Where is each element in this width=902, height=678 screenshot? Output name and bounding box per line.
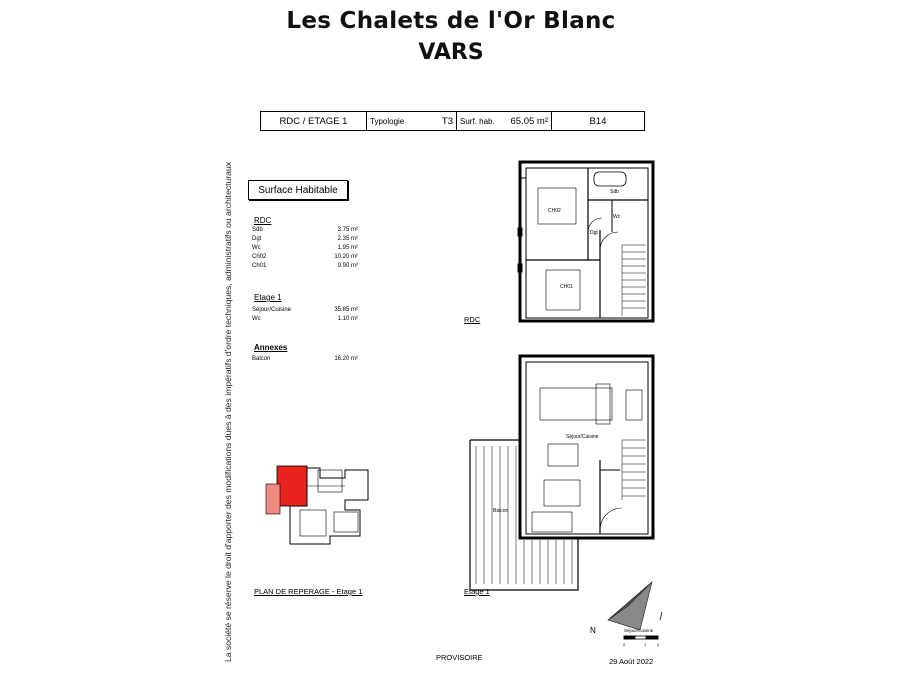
level-cell: RDC / ETAGE 1	[261, 112, 367, 130]
north-letter: N	[590, 626, 596, 635]
surface-habitable-box: Surface Habitable	[248, 180, 348, 200]
surface-label: Surf. hab.	[460, 116, 495, 126]
room-label-sdb: Sdb	[610, 189, 619, 195]
list-item: Wc 1.95 m²	[252, 245, 358, 251]
list-item: Dgt 2.35 m²	[252, 236, 358, 242]
date-label: 29 Août 2022	[609, 657, 654, 666]
scale-bar	[624, 636, 658, 639]
list-item: Séjour/Cuisine 35.85 m²	[252, 307, 358, 313]
project-title: Les Chalets de l'Or Blanc	[286, 8, 616, 34]
scale-0: 0	[623, 642, 626, 647]
typologie-value: T3	[441, 115, 453, 127]
list-item: Balcon 16.20 m²	[252, 356, 358, 362]
rdc-heading: RDC	[254, 216, 272, 225]
room-label-dgt: Dgt	[590, 230, 598, 236]
scale-2: 2	[657, 642, 660, 647]
rdc-plan-label: RDC	[464, 315, 481, 324]
north-arrow-icon	[608, 582, 662, 630]
reperage-plan-label: PLAN DE REPERAGE - Etage 1	[254, 587, 363, 596]
room-label-balcon: Balcon	[493, 508, 509, 514]
room-label-ch01: CH01	[560, 284, 573, 290]
annexes-heading: Annexes	[254, 343, 288, 352]
etage1-plan-label: Etage 1	[464, 587, 490, 596]
lot-cell: B14	[589, 115, 607, 127]
scale-1: 1	[644, 642, 647, 647]
etage1-heading: Etage 1	[254, 293, 282, 302]
reperage-plan	[266, 466, 368, 544]
rdc-floor-plan	[518, 162, 653, 321]
room-label-sejour: Séjour/Cuisine	[566, 434, 599, 440]
room-label-wc: Wc	[613, 214, 621, 220]
etage1-floor-plan	[470, 356, 653, 590]
disclaimer-text: La société se réserve le droit d'apporter des modifications dues à des impératifs d'ordre techniques, administratifs ou architecturaux	[223, 161, 233, 663]
room-label-ch02: CH02	[548, 208, 561, 214]
project-location: VARS	[418, 40, 484, 65]
typologie-label: Typologie	[370, 116, 405, 126]
list-item: Ch02 10.20 m²	[252, 254, 358, 260]
surface-value: 65.05 m²	[510, 115, 548, 127]
list-item: Ch01 9.90 m²	[252, 263, 358, 269]
status-label: PROVISOIRE	[436, 653, 483, 662]
list-item: Sdb 3.75 m²	[252, 227, 358, 233]
list-item: Wc 1.10 m²	[252, 316, 358, 322]
compass-caption: Séjour/Cuisine	[624, 628, 654, 633]
